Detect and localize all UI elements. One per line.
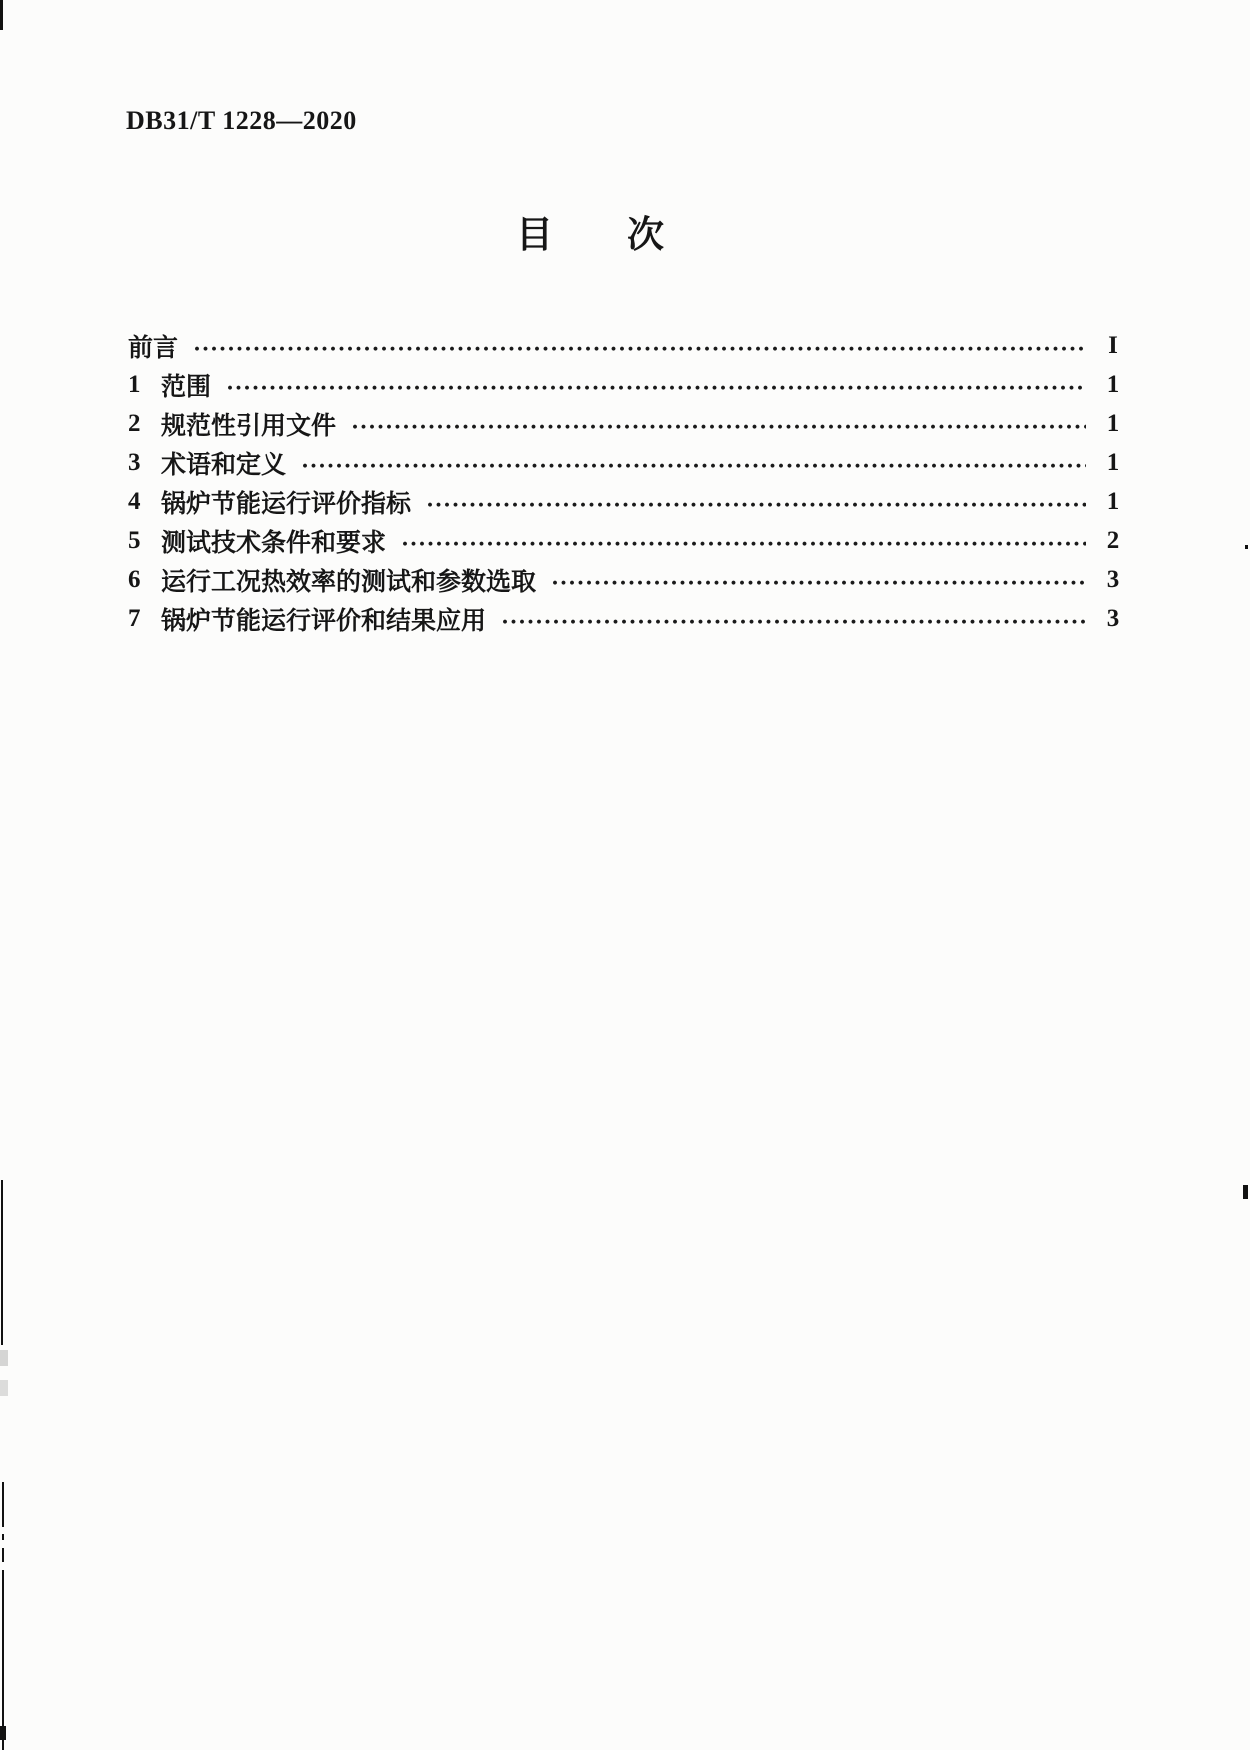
scan-artifact-smudge [0,1380,8,1396]
dot-leader [552,560,1086,599]
toc-page-number: 3 [1106,565,1120,593]
toc-page-number: 1 [1106,448,1120,476]
toc-row [128,443,1128,482]
toc-row [128,365,1128,404]
scan-artifact-left-line [2,1570,4,1750]
scan-artifact-blob [0,1726,6,1740]
toc-item-number: 3 [128,448,141,476]
scan-artifact-right-dot [1245,545,1248,549]
toc-item-number: 7 [128,604,141,632]
dot-leader [402,521,1086,560]
scan-artifact-top-left [0,0,3,30]
toc-item-label: 范围 [161,373,212,401]
toc-item-label: 锅炉节能运行评价和结果应用 [161,607,487,635]
toc-item-number: 2 [128,409,141,437]
scan-artifact-left-line [2,1534,4,1540]
toc-page-number: 1 [1106,487,1120,515]
toc-page-number: I [1108,331,1118,359]
toc-item-number: 6 [128,565,141,593]
scan-artifact-left-mid [1,1180,3,1345]
toc-item-label: 测试技术条件和要求 [161,529,387,557]
toc-page-number: 3 [1106,604,1120,632]
toc-item-number: 5 [128,526,141,554]
scan-artifact-left-line [2,1548,4,1562]
scan-artifact-left-line [2,1482,4,1527]
toc-item-label: 前言 [128,334,179,362]
scan-artifact-smudge [0,1350,8,1366]
toc-item-label: 锅炉节能运行评价指标 [161,490,412,518]
standard-number: DB31/T 1228—2020 [126,106,357,135]
dot-leader [194,326,1086,365]
toc-item-label: 规范性引用文件 [161,412,337,440]
dot-leader [427,482,1086,521]
dot-leader [227,365,1086,404]
toc-page-number: 2 [1106,526,1120,554]
toc-row [128,326,1128,365]
toc-row [128,599,1128,638]
toc-row [128,521,1128,560]
toc-item-label: 术语和定义 [161,451,287,479]
toc-row [128,404,1128,443]
toc-page-number: 1 [1106,370,1120,398]
toc-row [128,482,1128,521]
toc-item-number: 1 [128,370,141,398]
page-title: 目 次 [516,215,664,256]
toc-page-number: 1 [1106,409,1120,437]
toc-item-label: 运行工况热效率的测试和参数选取 [161,568,537,596]
dot-leader [352,404,1086,443]
toc-list [128,326,1128,638]
toc-item-number: 4 [128,487,141,515]
dot-leader [502,599,1086,638]
dot-leader [302,443,1086,482]
scan-artifact-right-dot [1243,1185,1248,1199]
toc-row [128,560,1128,599]
